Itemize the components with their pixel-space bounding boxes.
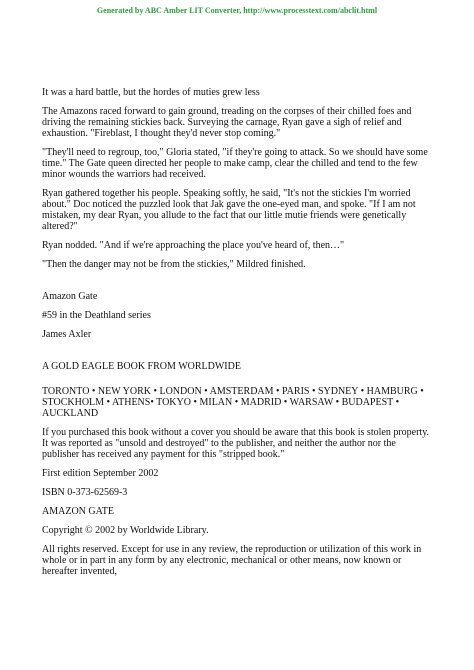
copyright-line: Copyright © 2002 by Worldwide Library. (42, 525, 209, 536)
banner-link[interactable]: http://www.processtext.com/abclit.html (243, 6, 378, 15)
series-line: #59 in the Deathland series (42, 310, 151, 321)
title-caps: AMAZON GATE (42, 506, 114, 517)
paragraph: If you purchased this book without a cover you should be aware that this book is stolen property. It was reported as "unsold and destroyed" to the publisher, and neither the author nor the publisher has received any payment for this "stripped book." (42, 427, 430, 460)
publisher-line: A GOLD EAGLE BOOK FROM WORLDWIDE (42, 361, 241, 372)
edition-line: First edition September 2002 (42, 468, 159, 479)
isbn-line: ISBN 0-373-62569-3 (42, 487, 128, 498)
cities-line: TORONTO • NEW YORK • LONDON • AMSTERDAM • PARIS • SYDNEY • HAMBURG • STOCKHOLM • ATHENS• TOKYO • MILAN • MADRID • WARSAW • BUDAPEST • AUCKLAND (42, 386, 424, 419)
paragraph: "They'll need to regroup, too," Gloria stated, "if they're going to attack. So we should have some time." The Gate queen directed her people to make camp, clear the chilled and tend to the few minor wounds the warriors had received. (42, 147, 428, 180)
paragraph: Ryan nodded. "And if we're approaching the place you've heard of, then…" (42, 240, 345, 251)
document-body (42, 87, 434, 585)
paragraph: All rights reserved. Except for use in any review, the reproduction or utilization of this work in whole or in part in any form by any electronic, mechanical or other means, now known or hereafter invented, (42, 544, 422, 577)
converter-banner (0, 6, 474, 15)
banner-text: Generated by ABC Amber LIT Converter, (96, 6, 244, 15)
paragraph: Ryan gathered together his people. Speaking softly, he said, "It's not the stickies I'm worried about." Doc noticed the puzzled look that Jak gave the one-eyed man, and spoke. "If I am not mistaken, my dear Ryan, you allude to the fact that our little mutie friends were genetically altered?" (42, 188, 416, 232)
author-name: James Axler (42, 329, 92, 340)
book-title: Amazon Gate (42, 291, 98, 302)
paragraph: It was a hard battle, but the hordes of muties grew less (42, 87, 260, 98)
paragraph: "Then the danger may not be from the stickies," Mildred finished. (42, 259, 306, 270)
paragraph: The Amazons raced forward to gain ground, treading on the corpses of their chilled foes and driving the remaining stickies back. Surveying the carnage, Ryan gave a sigh of relief and exhaustion. "Fireblast, I thought they'd never stop coming." (42, 106, 412, 139)
